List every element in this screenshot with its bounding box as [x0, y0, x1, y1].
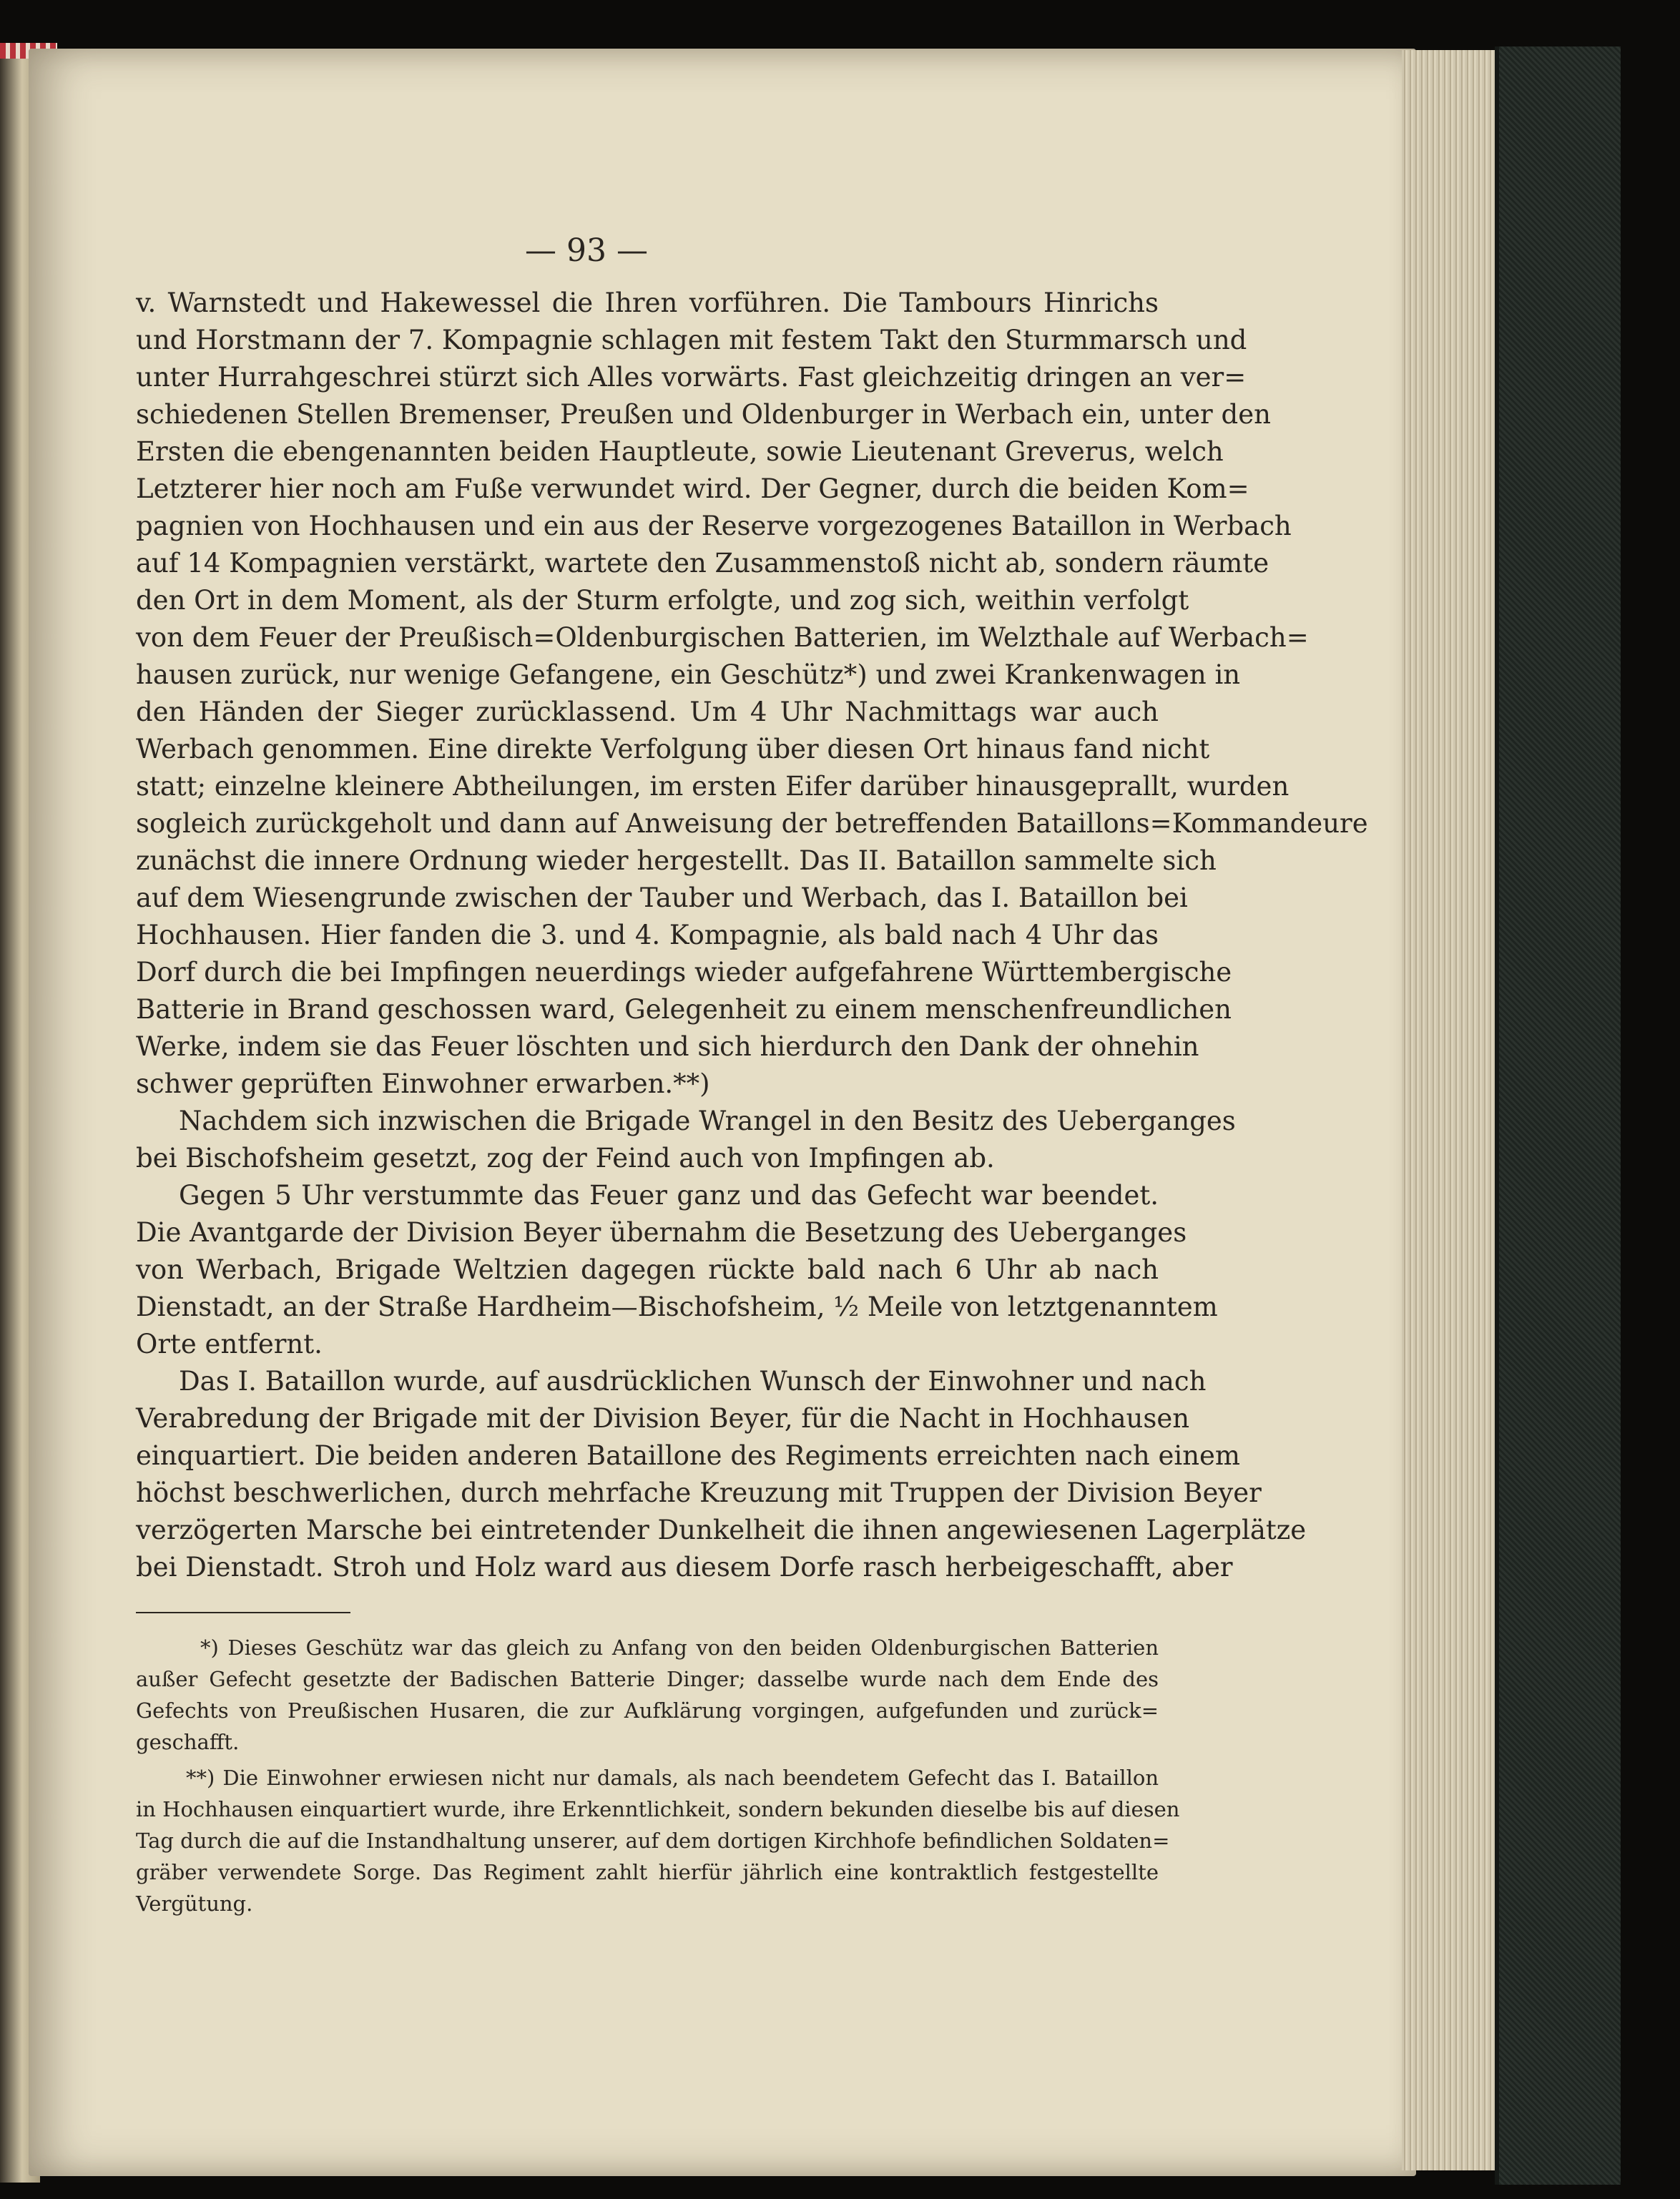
text-line: pagnien von Hochhausen und ein aus der Reserve vorgezogenes Bataillon in Werbach — [136, 511, 1292, 541]
text-line: Werbach genommen. Eine direkte Verfolgung über diesen Ort hinaus fand nicht — [136, 734, 1210, 764]
text-line: Das I. Bataillon wurde, auf ausdrücklichen Wunsch der Einwohner und nach — [179, 1366, 1207, 1397]
text-line: auf 14 Kompagnien verstärkt, wartete den Zusammenstoß nicht ab, sondern räumte — [136, 548, 1269, 579]
book-cover — [1495, 46, 1621, 2185]
text-line: Ersten die ebengenannten beiden Hauptleute, sowie Lieutenant Greverus, welch — [136, 436, 1224, 467]
text-line: bei Bischofsheim gesetzt, zog der Feind auch von Impfingen ab. — [136, 1143, 995, 1174]
page-number: — 93 — — [525, 232, 648, 269]
text-line: Die Avantgarde der Division Beyer übernahm die Besetzung des Ueberganges — [136, 1217, 1187, 1248]
footnote-line: *) Dieses Geschütz war das gleich zu Anfang von den beiden Oldenburgischen Batterien — [200, 1635, 1159, 1660]
text-line: Dienstadt, an der Straße Hardheim—Bischofsheim, ½ Meile von letztgenanntem — [136, 1292, 1218, 1322]
text-line: einquartiert. Die beiden anderen Bataillone des Regiments erreichten nach einem — [136, 1440, 1241, 1471]
footnote-divider — [136, 1612, 350, 1613]
text-line: Nachdem sich inzwischen die Brigade Wrangel in den Besitz des Ueberganges — [179, 1106, 1236, 1136]
footnote-line: Vergütung. — [136, 1891, 253, 1916]
text-line: den Ort in dem Moment, als der Sturm erfolgte, und zog sich, weithin verfolgt — [136, 585, 1189, 616]
text-line: Batterie in Brand geschossen ward, Gelegenheit zu einem menschenfreundlichen — [136, 994, 1232, 1025]
text-line: Gegen 5 Uhr verstummte das Feuer ganz und das Gefecht war beendet. — [179, 1180, 1159, 1211]
text-line: Hochhausen. Hier fanden die 3. und 4. Kompagnie, als bald nach 4 Uhr das — [136, 920, 1159, 950]
text-line: von dem Feuer der Preußisch=Oldenburgischen Batterien, im Welzthale auf Werbach= — [136, 622, 1309, 653]
footnote-line: Tag durch die auf die Instandhaltung unserer, auf dem dortigen Kirchhofe befindlichen Soldaten= — [136, 1829, 1170, 1853]
footnote-line: gräber verwendete Sorge. Das Regiment zahlt hierfür jährlich eine kontraktlich festgestellte — [136, 1860, 1159, 1884]
text-line: Dorf durch die bei Impfingen neuerdings wieder aufgefahrene Württembergische — [136, 957, 1232, 988]
text-line: unter Hurrahgeschrei stürzt sich Alles vorwärts. Fast gleichzeitig dringen an ver= — [136, 362, 1247, 393]
text-line: Orte entfernt. — [136, 1329, 323, 1359]
text-line: bei Dienstadt. Stroh und Holz ward aus diesem Dorfe rasch herbeigeschafft, aber — [136, 1552, 1233, 1583]
footnote-line: außer Gefecht gesetzte der Badischen Batterie Dinger; dasselbe wurde nach dem Ende des — [136, 1667, 1159, 1691]
text-line: hausen zurück, nur wenige Gefangene, ein Geschütz*) und zwei Krankenwagen in — [136, 659, 1241, 690]
text-line: schiedenen Stellen Bremenser, Preußen und Oldenburger in Werbach ein, unter den — [136, 399, 1271, 430]
text-line: sogleich zurückgeholt und dann auf Anweisung der betreffenden Bataillons=Kommandeure — [136, 808, 1368, 839]
footnotes — [136, 1632, 1180, 1919]
text-line: Verabredung der Brigade mit der Division Beyer, für die Nacht in Hochhausen — [136, 1403, 1190, 1434]
text-line: Werke, indem sie das Feuer löschten und sich hierdurch den Dank der ohnehin — [136, 1031, 1199, 1062]
text-line: zunächst die innere Ordnung wieder hergestellt. Das II. Bataillon sammelte sich — [136, 845, 1217, 876]
text-line: auf dem Wiesengrunde zwischen der Tauber und Werbach, das I. Bataillon bei — [136, 882, 1188, 913]
footnote-line: in Hochhausen einquartiert wurde, ihre Erkenntlichkeit, sondern bekunden dieselbe bis auf diesen — [136, 1797, 1180, 1821]
text-line: höchst beschwerlichen, durch mehrfache Kreuzung mit Truppen der Division Beyer — [136, 1477, 1262, 1508]
text-line: statt; einzelne kleinere Abtheilungen, im ersten Eifer darüber hinausgeprallt, wurden — [136, 771, 1290, 802]
text-line: und Horstmann der 7. Kompagnie schlagen mit festem Takt den Sturmmarsch und — [136, 325, 1247, 355]
footnote-line: geschafft. — [136, 1730, 240, 1754]
footnote-line: **) Die Einwohner erwiesen nicht nur damals, als nach beendetem Gefecht das I. Bataillon — [186, 1766, 1159, 1790]
text-line: v. Warnstedt und Hakewessel die Ihren vorführen. Die Tambours Hinrichs — [136, 287, 1159, 318]
page-stack-edges — [1402, 50, 1495, 2170]
text-line: schwer geprüften Einwohner erwarben.**) — [136, 1068, 710, 1099]
page-text — [136, 232, 1368, 1919]
body-text — [136, 285, 1368, 1586]
text-line: Letzterer hier noch am Fuße verwundet wird. Der Gegner, durch die beiden Kom= — [136, 473, 1249, 504]
footnote-line: Gefechts von Preußischen Husaren, die zur Aufklärung vorgingen, aufgefunden und zurück= — [136, 1698, 1159, 1723]
text-line: den Händen der Sieger zurücklassend. Um 4 Uhr Nachmittags war auch — [136, 697, 1159, 727]
text-line: von Werbach, Brigade Weltzien dagegen rückte bald nach 6 Uhr ab nach — [136, 1254, 1159, 1285]
text-line: verzögerten Marsche bei eintretender Dunkelheit die ihnen angewiesenen Lagerplätze — [136, 1515, 1307, 1545]
